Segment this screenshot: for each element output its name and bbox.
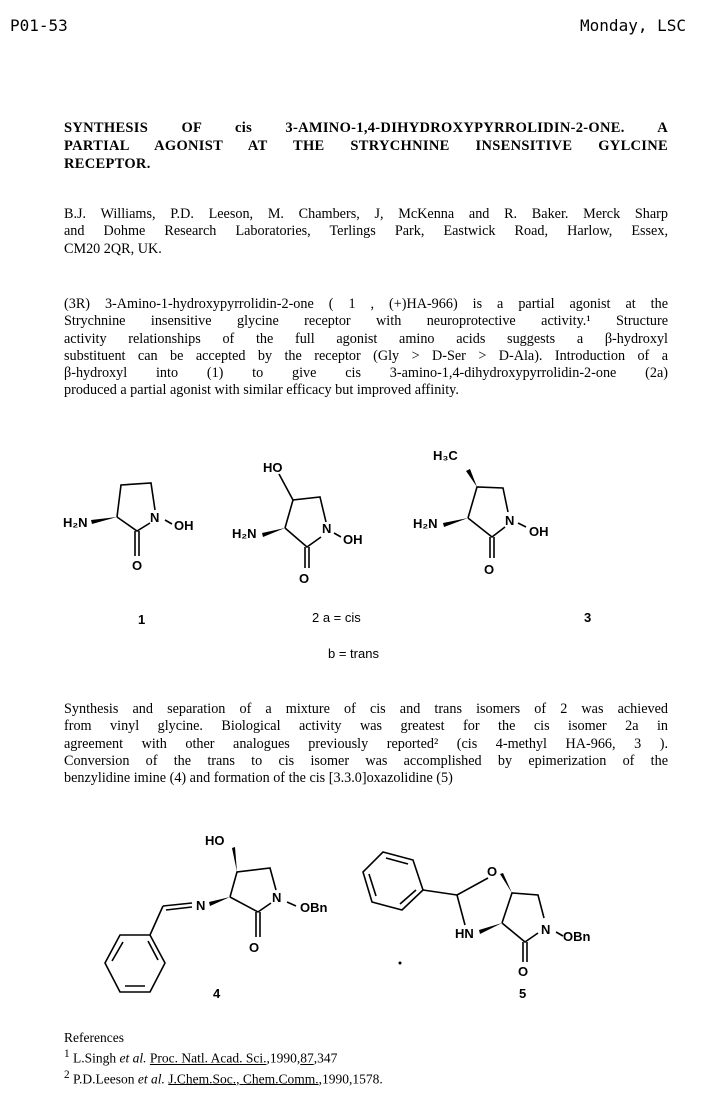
reference-item bbox=[64, 1046, 383, 1067]
structure-1 bbox=[63, 483, 194, 627]
authors-line: B.J. Williams, P.D. Leeson, M. Chambers, J, McKenna and R. Baker. Merck Sharp bbox=[64, 206, 668, 222]
hydroxyl-label: OH bbox=[174, 518, 194, 533]
compound-number: 5 bbox=[519, 986, 527, 1001]
amine-label: H₂N bbox=[232, 526, 257, 541]
text-line: Synthesis and separation of a mixture of cis and trans isomers of 2 was achieved bbox=[64, 701, 668, 717]
text-line: activity relationships of the full agonist amino acids suggests a β-hydroxyl bbox=[64, 330, 668, 347]
ring-nitrogen-label: N bbox=[505, 513, 515, 528]
references-heading: References bbox=[64, 1030, 124, 1045]
isomer-legend: b = trans bbox=[328, 646, 379, 661]
carbonyl-oxygen-label: O bbox=[299, 571, 310, 586]
references-section bbox=[64, 1030, 383, 1087]
reference-pages: ,347 bbox=[313, 1050, 338, 1066]
structure-2 bbox=[232, 460, 379, 661]
reference-volume: 87 bbox=[300, 1050, 314, 1066]
title-line: RECEPTOR. bbox=[64, 156, 151, 172]
text-line: β-hydroxyl into (1) to give cis 3-amino-1,4-dihydroxypyrrolidin-2-one (2a) bbox=[64, 365, 668, 382]
hydroxy-label: HO bbox=[263, 460, 283, 475]
amine-nh-label: HN bbox=[455, 926, 474, 941]
compound-number: 1 bbox=[138, 612, 146, 627]
text-line: (3R) 3-Amino-1-hydroxypyrrolidin-2-one ( 1 , (+)HA-966) is a partial agonist at the bbox=[64, 296, 668, 312]
text-line: Strychnine insensitive glycine receptor with neuroprotective activity.¹ Structure bbox=[64, 313, 668, 330]
ring-nitrogen-label: N bbox=[150, 510, 160, 525]
reference-number: 1 bbox=[64, 1048, 70, 1060]
ring-nitrogen-label: N bbox=[541, 922, 551, 937]
text-line: produced a partial agonist with similar efficacy but improved affinity. bbox=[64, 382, 459, 399]
imine-nitrogen-label: N bbox=[196, 898, 206, 913]
methyl-label: H₃C bbox=[433, 448, 458, 463]
reference-number: 2 bbox=[64, 1068, 70, 1081]
carbonyl-oxygen-label: O bbox=[249, 940, 260, 955]
abstract-code: P01-53 bbox=[10, 16, 68, 35]
title-line: PARTIAL AGONIST AT THE STRYCHNINE INSENSITIVE GYLCINE bbox=[64, 138, 668, 154]
text-line: from vinyl glycine. Biological activity was greatest for the cis isomer 2a in bbox=[64, 718, 668, 735]
text-line: substituent can be accepted by the receptor (Gly > D-Ser > D-Ala). Introduction of a bbox=[64, 347, 668, 364]
benzyloxy-label: OBn bbox=[563, 929, 591, 944]
amine-label: H₂N bbox=[63, 515, 88, 530]
authors-line: and Dohme Research Laboratories, Terlings Park, Eastwick Road, Harlow, Essex, bbox=[64, 223, 668, 240]
title-line: SYNTHESIS OF cis 3-AMINO-1,4-DIHYDROXYPYRROLIDIN-2-ONE. A bbox=[64, 120, 668, 136]
text-line: benzylidine imine (4) and formation of the cis [3.3.0]oxazolidine (5) bbox=[64, 770, 453, 787]
hydroxyl-label: OH bbox=[529, 524, 549, 539]
reference-year: ,1990,1578. bbox=[318, 1071, 383, 1086]
session-label: Monday, LSC bbox=[580, 16, 686, 35]
ring-oxygen-label: O bbox=[487, 864, 498, 879]
reference-author: P.D.Leeson bbox=[73, 1071, 135, 1086]
carbonyl-oxygen-label: O bbox=[132, 558, 143, 573]
ring-nitrogen-label: N bbox=[322, 521, 332, 536]
compound-number: 4 bbox=[213, 986, 221, 1001]
compound-number: 3 bbox=[584, 610, 592, 625]
text-line: agreement with other analogues previously reported² (cis 4-methyl HA-966, 3 ). bbox=[64, 735, 668, 752]
hydroxyl-label: OH bbox=[343, 532, 363, 547]
carbonyl-oxygen-label: O bbox=[518, 964, 529, 979]
authors-line: CM20 2QR, UK. bbox=[64, 240, 162, 257]
hydroxy-label: HO bbox=[205, 833, 225, 848]
reference-author: L.Singh bbox=[73, 1050, 117, 1066]
reference-item bbox=[64, 1067, 383, 1088]
structure-5 bbox=[363, 852, 591, 1001]
benzyloxy-label: OBn bbox=[300, 900, 328, 915]
reference-etal: et al. bbox=[119, 1050, 147, 1066]
carbonyl-oxygen-label: O bbox=[484, 562, 495, 577]
structure-3 bbox=[413, 448, 591, 625]
text-line: Conversion of the trans to cis isomer was accomplished by epimerization of the bbox=[64, 752, 668, 769]
compound-number: 2 a = cis bbox=[312, 610, 361, 625]
structure-4 bbox=[105, 833, 328, 1001]
reference-etal: et al. bbox=[137, 1071, 165, 1086]
reference-journal: J.Chem.Soc., Chem.Comm. bbox=[168, 1071, 319, 1086]
reference-journal: Proc. Natl. Acad. Sci. bbox=[149, 1050, 267, 1066]
amine-label: H₂N bbox=[413, 516, 438, 531]
stray-dot bbox=[399, 962, 402, 965]
reference-year: ,1990, bbox=[266, 1050, 301, 1066]
ring-nitrogen-label: N bbox=[272, 890, 282, 905]
